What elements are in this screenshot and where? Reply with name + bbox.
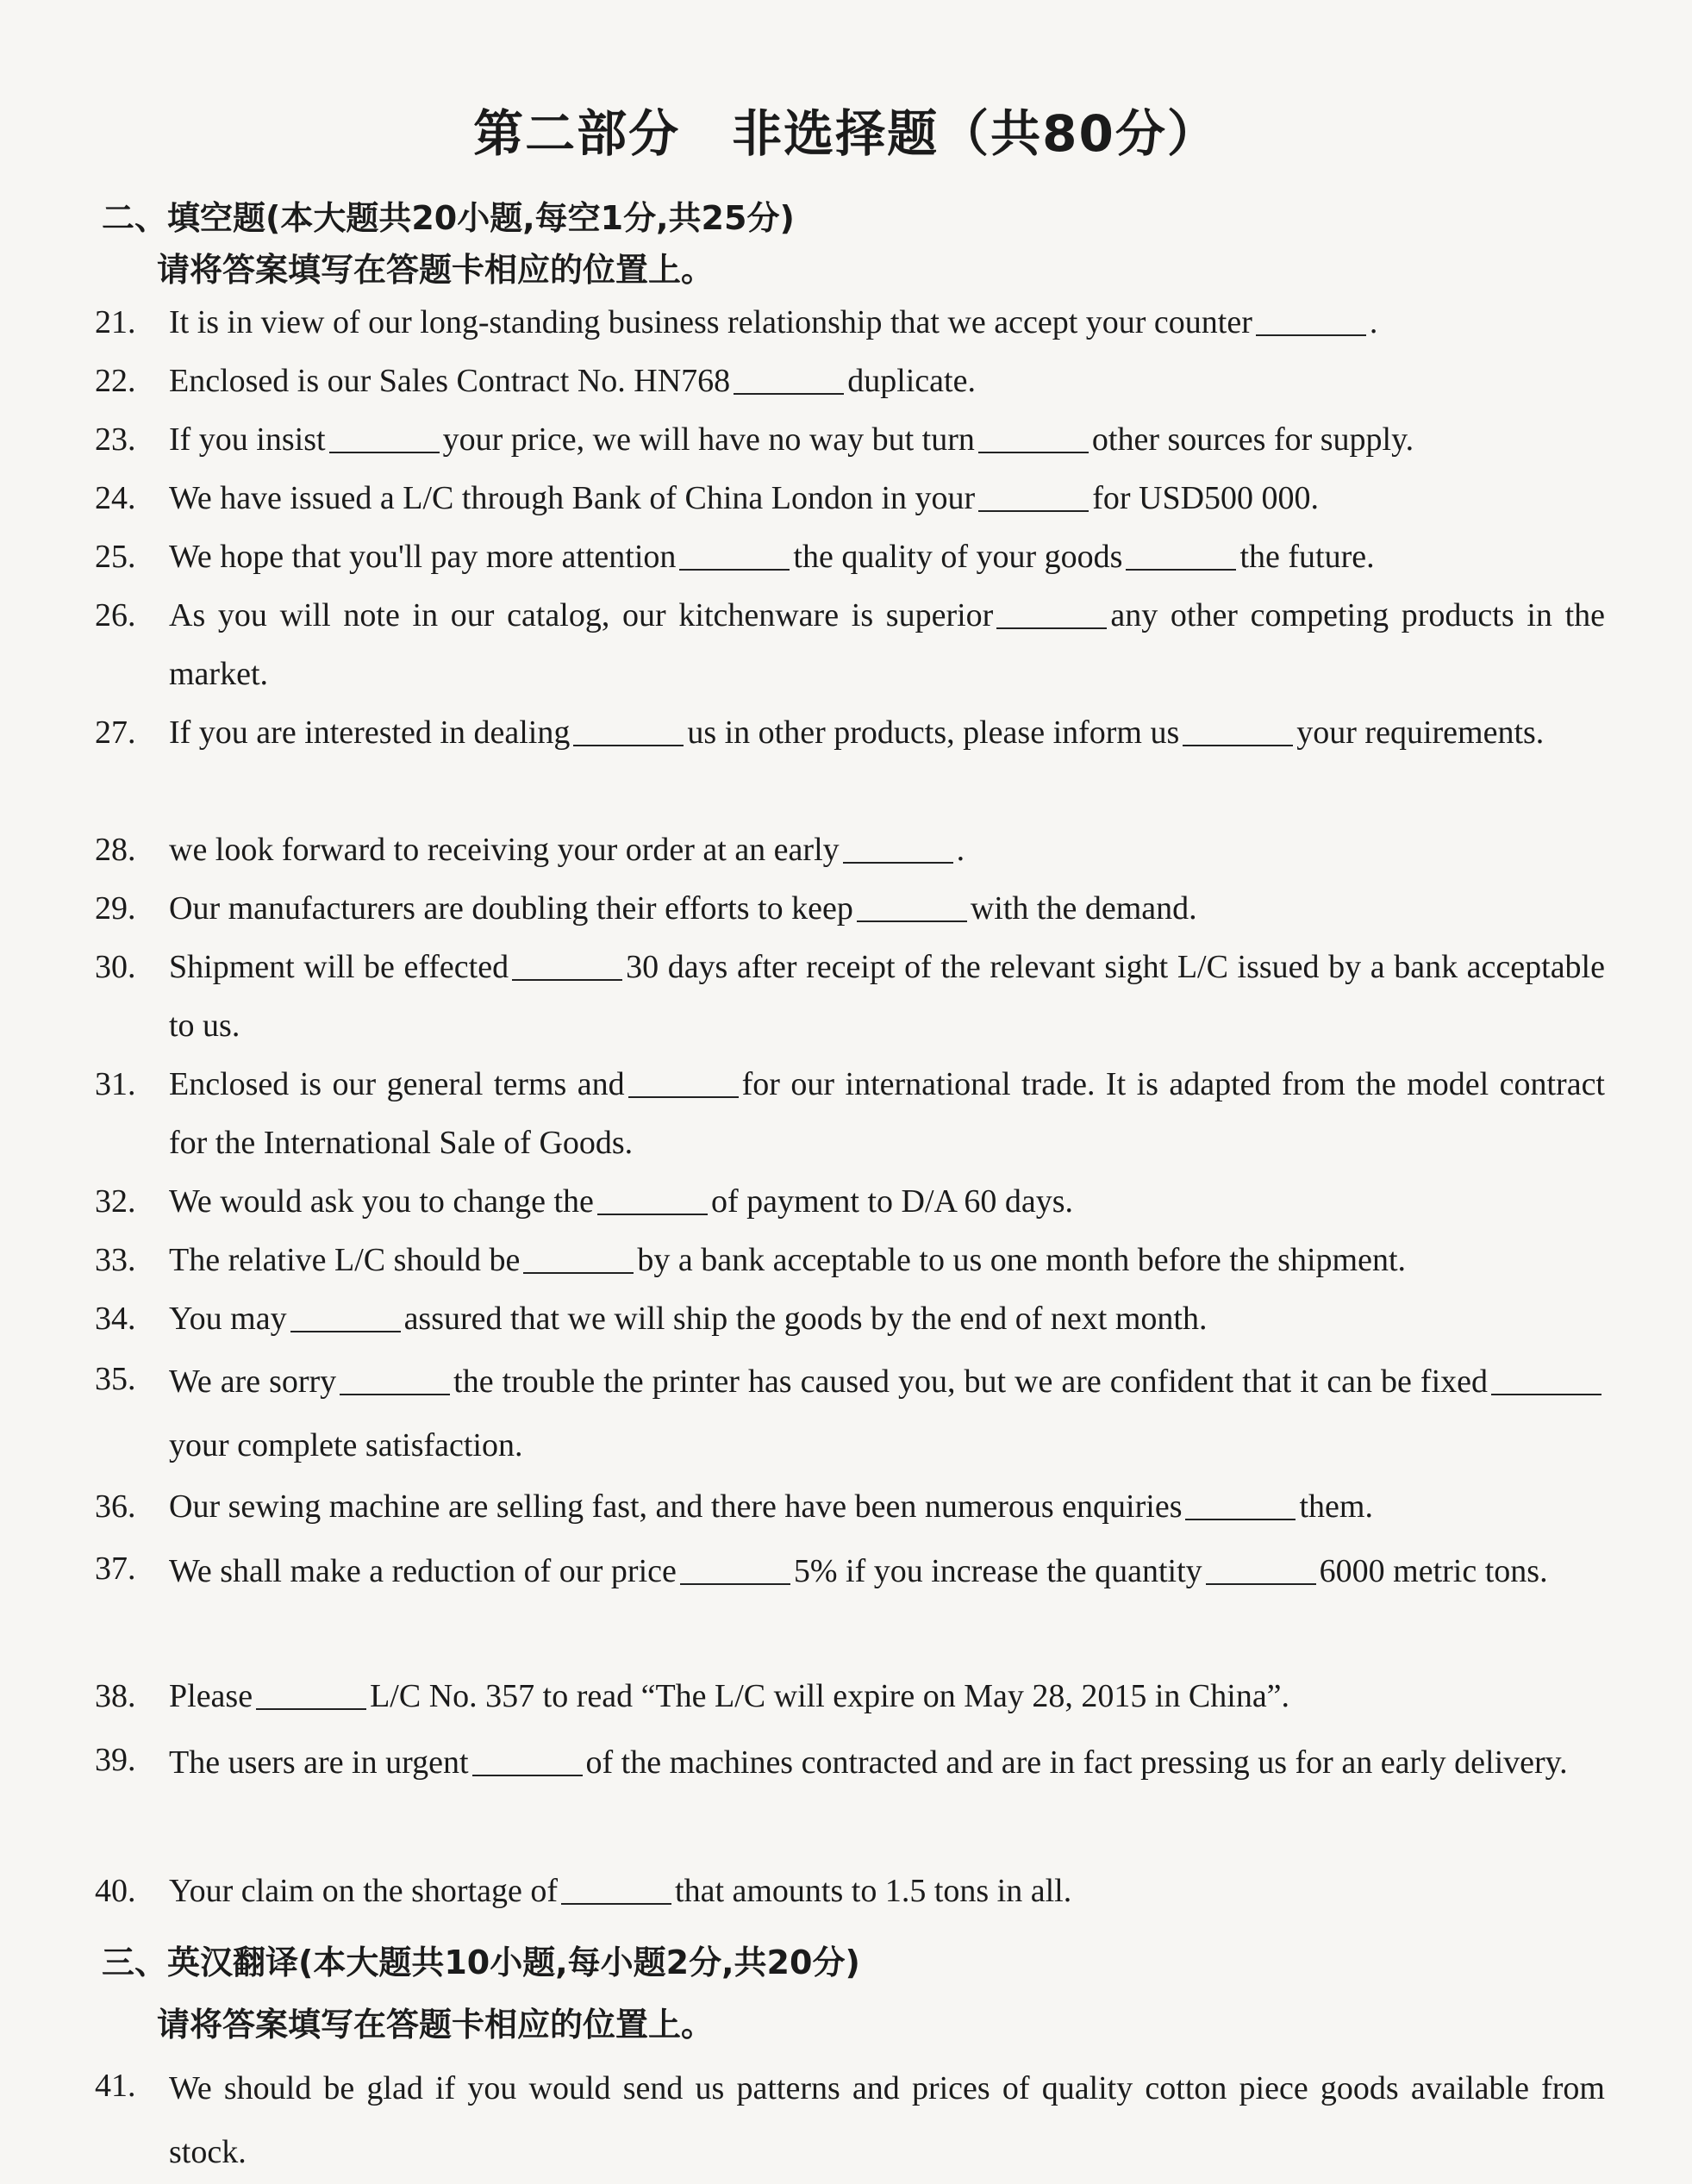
question-number: 36. bbox=[95, 1488, 136, 1525]
question-number: 26. bbox=[95, 597, 136, 633]
question-text: We would ask you to change the bbox=[169, 1183, 594, 1220]
question-34 bbox=[95, 1289, 1605, 1348]
question-text: by a bank acceptable to us one month before the shipment. bbox=[637, 1242, 1407, 1278]
answer-blank bbox=[573, 743, 684, 746]
question-35 bbox=[95, 1350, 1605, 1477]
question-text: Enclosed is our general terms and bbox=[169, 1066, 625, 1102]
question-number: 39. bbox=[95, 1742, 136, 1778]
question-number: 23. bbox=[95, 421, 136, 458]
question-text: them. bbox=[1299, 1488, 1373, 1525]
question-text: The users are in urgent bbox=[169, 1744, 469, 1781]
question-32 bbox=[95, 1172, 1605, 1231]
question-number: 21. bbox=[95, 304, 136, 340]
question-text: your complete satisfaction. bbox=[169, 1427, 523, 1463]
question-text: we look forward to receiving your order at an early bbox=[169, 832, 840, 868]
section3-heading: 三、英汉翻译(本大题共10小题,每小题2分,共20分) bbox=[102, 1944, 860, 1981]
question-30 bbox=[95, 938, 1605, 1055]
question-number: 34. bbox=[95, 1301, 136, 1337]
question-text: You may bbox=[169, 1301, 287, 1337]
question-text: . bbox=[1369, 304, 1378, 340]
question-number: 22. bbox=[95, 363, 136, 399]
section3-note: 请将答案填写在答题卡相应的位置上。 bbox=[157, 2006, 715, 2044]
question-39 bbox=[95, 1731, 1605, 1794]
question-36 bbox=[95, 1477, 1605, 1536]
question-text: We should be glad if you would send us patterns and prices of quality cotton piece goods available from stock. bbox=[169, 2070, 1605, 2170]
answer-blank bbox=[290, 1329, 401, 1332]
question-29 bbox=[95, 879, 1605, 938]
question-40 bbox=[95, 1862, 1605, 1920]
question-text: Enclosed is our Sales Contract No. HN768 bbox=[169, 363, 731, 399]
question-text: We are sorry bbox=[169, 1363, 337, 1400]
question-33 bbox=[95, 1231, 1605, 1289]
section2-note: 请将答案填写在答题卡相应的位置上。 bbox=[157, 251, 715, 289]
answer-blank bbox=[512, 977, 622, 981]
question-41 bbox=[95, 2056, 1605, 2184]
question-number: 25. bbox=[95, 539, 136, 575]
question-number: 24. bbox=[95, 480, 136, 516]
answer-blank bbox=[340, 1392, 450, 1395]
question-number: 30. bbox=[95, 949, 136, 985]
question-number: 40. bbox=[95, 1873, 136, 1909]
question-28 bbox=[95, 821, 1605, 879]
question-25 bbox=[95, 527, 1605, 586]
answer-blank bbox=[1183, 743, 1293, 746]
question-number: 28. bbox=[95, 832, 136, 868]
question-text: the trouble the printer has caused you, but we are confident that it can be fixed bbox=[453, 1363, 1488, 1400]
answer-blank bbox=[1256, 333, 1366, 336]
answer-blank bbox=[1491, 1392, 1601, 1395]
question-number: 38. bbox=[95, 1678, 136, 1714]
question-text: the future. bbox=[1239, 539, 1375, 575]
question-text: your price, we will have no way but turn bbox=[442, 421, 975, 458]
question-text: Our manufacturers are doubling their efforts to keep bbox=[169, 890, 853, 927]
question-text: Our sewing machine are selling fast, and there have been numerous enquiries bbox=[169, 1488, 1183, 1525]
question-number: 35. bbox=[95, 1361, 136, 1397]
answer-blank bbox=[523, 1270, 634, 1274]
question-number: 29. bbox=[95, 890, 136, 927]
question-22 bbox=[95, 352, 1605, 410]
answer-blank bbox=[978, 450, 1089, 453]
answer-blank bbox=[996, 626, 1107, 629]
question-text: We have issued a L/C through Bank of China London in your bbox=[169, 480, 976, 516]
question-text: for USD500 000. bbox=[1092, 480, 1320, 516]
question-number: 27. bbox=[95, 714, 136, 751]
question-text: Shipment will be effected bbox=[169, 949, 509, 985]
question-text: If you are interested in dealing bbox=[169, 714, 571, 751]
question-26 bbox=[95, 586, 1605, 703]
question-text: If you insist bbox=[169, 421, 326, 458]
question-text: assured that we will ship the goods by the end of next month. bbox=[403, 1301, 1208, 1337]
question-text: that amounts to 1.5 tons in all. bbox=[675, 1873, 1072, 1909]
question-number: 37. bbox=[95, 1551, 136, 1587]
part-title: 第二部分 非选择题（共80分） bbox=[473, 104, 1219, 163]
answer-blank bbox=[1185, 1517, 1296, 1520]
question-27 bbox=[95, 703, 1605, 762]
answer-blank bbox=[628, 1095, 739, 1098]
question-text: for our international trade. It is adapted from the model contract for the International Sale of Goods. bbox=[169, 1066, 1605, 1161]
question-text: Your claim on the shortage of bbox=[169, 1873, 559, 1909]
question-text: any other competing products in the market. bbox=[169, 597, 1605, 692]
question-number: 31. bbox=[95, 1066, 136, 1102]
answer-blank bbox=[472, 1773, 583, 1776]
answer-blank bbox=[843, 860, 953, 864]
question-text: of payment to D/A 60 days. bbox=[710, 1183, 1073, 1220]
question-text: your requirements. bbox=[1296, 714, 1545, 751]
question-38 bbox=[95, 1667, 1605, 1725]
answer-blank bbox=[978, 509, 1089, 512]
question-21 bbox=[95, 293, 1605, 352]
section2-heading: 二、填空题(本大题共20小题,每空1分,共25分) bbox=[102, 199, 795, 237]
question-number: 41. bbox=[95, 2068, 136, 2104]
question-text: duplicate. bbox=[847, 363, 976, 399]
question-number: 33. bbox=[95, 1242, 136, 1278]
answer-blank bbox=[679, 567, 790, 571]
question-text: of the machines contracted and are in fact pressing us for an early delivery. bbox=[585, 1744, 1568, 1781]
question-number: 32. bbox=[95, 1183, 136, 1220]
question-24 bbox=[95, 469, 1605, 527]
answer-blank bbox=[734, 391, 844, 395]
question-text: 5% if you increase the quantity bbox=[793, 1553, 1202, 1589]
answer-blank bbox=[680, 1582, 790, 1585]
question-text: 6000 metric tons. bbox=[1319, 1553, 1548, 1589]
question-31 bbox=[95, 1055, 1605, 1172]
question-text: 30 days after receipt of the relevant sight L/C issued by a bank acceptable to us. bbox=[169, 949, 1605, 1044]
question-text: us in other products, please inform us bbox=[687, 714, 1180, 751]
question-text: The relative L/C should be bbox=[169, 1242, 521, 1278]
question-23 bbox=[95, 410, 1605, 469]
answer-blank bbox=[1206, 1582, 1316, 1585]
answer-blank bbox=[597, 1212, 708, 1215]
question-text: L/C No. 357 to read “The L/C will expire on May 28, 2015 in China”. bbox=[370, 1678, 1290, 1714]
answer-blank bbox=[329, 450, 440, 453]
question-text: Please bbox=[169, 1678, 253, 1714]
answer-blank bbox=[1126, 567, 1236, 571]
question-text: It is in view of our long-standing business relationship that we accept your counter bbox=[169, 304, 1252, 340]
question-text: We shall make a reduction of our price bbox=[169, 1553, 677, 1589]
question-text: the quality of your goods bbox=[793, 539, 1123, 575]
question-text: As you will note in our catalog, our kitchenware is superior bbox=[169, 597, 994, 633]
question-text: We hope that you'll pay more attention bbox=[169, 539, 677, 575]
answer-blank bbox=[857, 919, 967, 922]
question-text: other sources for supply. bbox=[1091, 421, 1414, 458]
question-text: . bbox=[956, 832, 965, 868]
question-text: with the demand. bbox=[970, 890, 1197, 927]
answer-blank bbox=[256, 1707, 366, 1710]
question-37 bbox=[95, 1539, 1605, 1603]
answer-blank bbox=[561, 1901, 671, 1905]
